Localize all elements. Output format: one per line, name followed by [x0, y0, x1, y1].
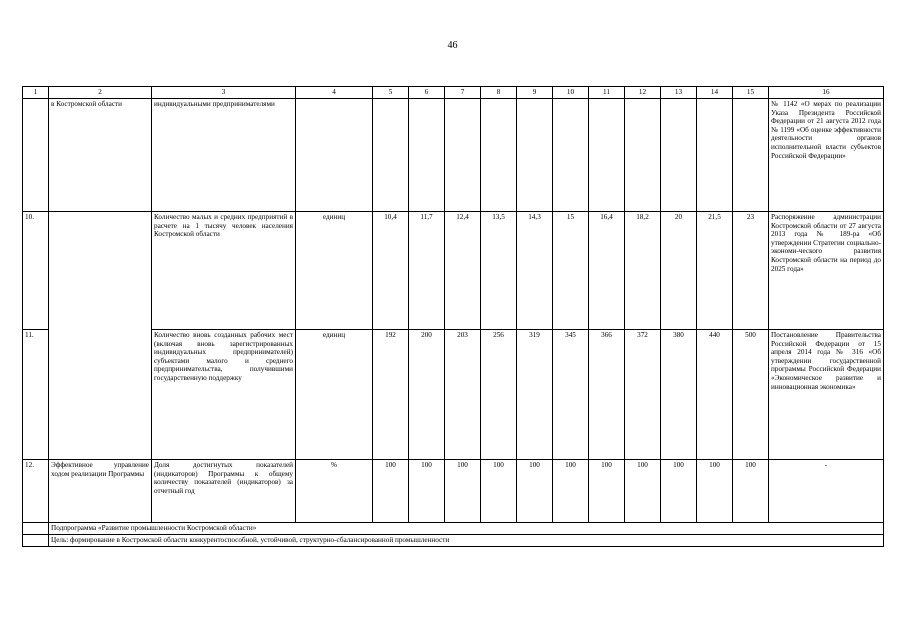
value-cell: 256 [481, 330, 517, 460]
value-cell: 100 [517, 460, 553, 523]
value-cell: 11,7 [409, 212, 445, 330]
value-cell [589, 99, 625, 212]
goal-row [23, 535, 884, 547]
task-name: Эффективное управление ходом реализации Программы [49, 460, 152, 523]
header-cell: 6 [409, 87, 445, 99]
value-cell: 319 [517, 330, 553, 460]
page-number: 46 [447, 40, 458, 51]
value-cell [625, 99, 661, 212]
value-cell: 23 [733, 212, 769, 330]
value-cell: 100 [733, 460, 769, 523]
value-cell: 100 [697, 460, 733, 523]
header-cell: 1 [23, 87, 49, 99]
table-row [23, 212, 884, 330]
value-cell [409, 99, 445, 212]
value-cell: 16,4 [589, 212, 625, 330]
table-row [23, 99, 884, 212]
value-cell: 203 [445, 330, 481, 460]
value-cell: 440 [697, 330, 733, 460]
value-cell: 192 [373, 330, 409, 460]
value-cell: 500 [733, 330, 769, 460]
basis-cell: - [769, 460, 884, 523]
value-cell [733, 99, 769, 212]
header-cell: 16 [769, 87, 884, 99]
table-row [23, 460, 884, 523]
task-name [49, 212, 152, 460]
value-cell: 100 [625, 460, 661, 523]
header-cell: 15 [733, 87, 769, 99]
header-cell: 11 [589, 87, 625, 99]
value-cell [481, 99, 517, 212]
unit-cell [296, 99, 373, 212]
basis-cell: Постановление Правительства Российской Федерации от 15 апреля 2014 года № 316 «Об утверждении государственной программы Российской Федерации «Экономическое развитие и инновационная экономика» [769, 330, 884, 460]
value-cell: 20 [661, 212, 697, 330]
indicator-name: Количество вновь созданных рабочих мест (включая вновь зарегистрированных индивидуальных предпринимателей) субъектами малого и среднего предпринимательства, получившими государственную поддержку [152, 330, 296, 460]
value-cell: 100 [409, 460, 445, 523]
value-cell: 200 [409, 330, 445, 460]
value-cell: 100 [589, 460, 625, 523]
subprogram-title: Подпрограмма «Развитие промышленности Костромской области» [49, 523, 884, 535]
indicator-name: Доля достигнутых показателей (индикаторов) Программы к общему количеству показателей (индикаторов) за отчетный год [152, 460, 296, 523]
value-cell [373, 99, 409, 212]
row-number [23, 99, 49, 212]
value-cell: 10,4 [373, 212, 409, 330]
row-number: 11. [23, 330, 49, 460]
value-cell [445, 99, 481, 212]
task-name: в Костромской области [49, 99, 152, 212]
value-cell [697, 99, 733, 212]
value-cell [553, 99, 589, 212]
value-cell: 14,3 [517, 212, 553, 330]
row-number [23, 523, 49, 535]
goal-text: Цель: формирование в Костромской области конкурентоспособной, устойчивой, структурно-сбалансированной промышленности [49, 535, 884, 547]
header-cell: 9 [517, 87, 553, 99]
header-cell: 2 [49, 87, 152, 99]
value-cell: 366 [589, 330, 625, 460]
indicators-table [22, 86, 884, 547]
header-cell: 4 [296, 87, 373, 99]
value-cell: 12,4 [445, 212, 481, 330]
header-cell: 14 [697, 87, 733, 99]
basis-cell: № 1142 «О мерах по реализации Указа Президента Российской Федерации от 21 августа 2012 года № 1199 «Об оценке эффективности деятельности органов исполнительной власти субъектов Российской Федерации» [769, 99, 884, 212]
header-cell: 12 [625, 87, 661, 99]
value-cell: 100 [661, 460, 697, 523]
value-cell: 21,5 [697, 212, 733, 330]
header-cell: 5 [373, 87, 409, 99]
value-cell: 100 [445, 460, 481, 523]
row-number: 12. [23, 460, 49, 523]
value-cell: 13,5 [481, 212, 517, 330]
header-cell: 3 [152, 87, 296, 99]
header-row [23, 87, 884, 99]
value-cell: 15 [553, 212, 589, 330]
value-cell: 100 [373, 460, 409, 523]
value-cell: 100 [481, 460, 517, 523]
indicator-name: Количество малых и средних предприятий в расчете на 1 тысячу человек населения Костромской области [152, 212, 296, 330]
row-number: 10. [23, 212, 49, 330]
basis-cell: Распоряжение администрации Костромской области от 27 августа 2013 года № 189-ра «Об утверждении Стратегии социально-экономи-ческого развития Костромской области на период до 2025 года» [769, 212, 884, 330]
header-cell: 7 [445, 87, 481, 99]
header-cell: 8 [481, 87, 517, 99]
unit-cell: единиц [296, 330, 373, 460]
value-cell: 380 [661, 330, 697, 460]
value-cell: 18,2 [625, 212, 661, 330]
row-number [23, 535, 49, 547]
value-cell: 372 [625, 330, 661, 460]
value-cell [661, 99, 697, 212]
table-row [23, 330, 884, 460]
value-cell: 345 [553, 330, 589, 460]
unit-cell: % [296, 460, 373, 523]
value-cell [517, 99, 553, 212]
header-cell: 10 [553, 87, 589, 99]
value-cell: 100 [553, 460, 589, 523]
subprogram-row [23, 523, 884, 535]
header-cell: 13 [661, 87, 697, 99]
unit-cell: единиц [296, 212, 373, 330]
indicator-name: индивидуальными предпринимателями [152, 99, 296, 212]
